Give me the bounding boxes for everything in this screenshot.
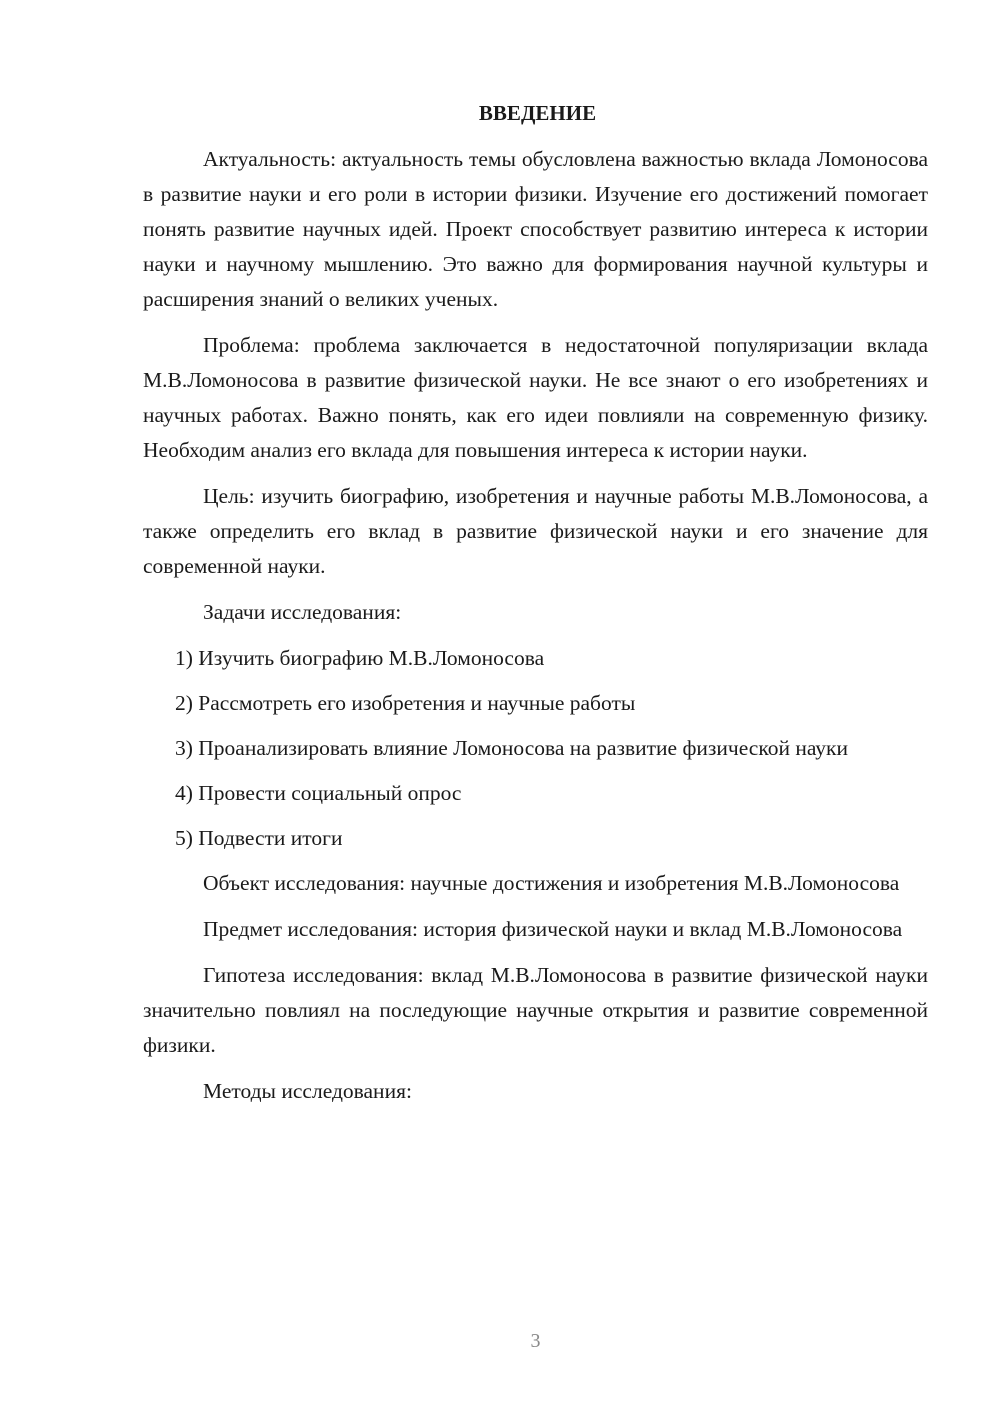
task-item: 4) Провести социальный опрос: [175, 781, 462, 805]
task-item: 3) Проанализировать влияние Ломоносова на развитие физической науки: [175, 736, 848, 760]
paragraph-goal: Цель: изучить биографию, изобретения и научные работы М.В.Ломоносова, а также определить его вклад в развитие физической науки и его значение для современной науки.: [143, 484, 928, 578]
paragraph-relevance: Актуальность: актуальность темы обусловлена важностью вклада Ломоносова в развитие науки и его роли в истории физики. Изучение его достижений помогает понять развитие научных идей. Проект способствует развитию интереса к истории науки и научному мышлению. Это важно для формирования научной культуры и расширения знаний о великих ученых.: [143, 147, 928, 311]
document-body: [143, 96, 928, 1120]
paragraph-subject: Предмет исследования: история физической науки и вклад М.В.Ломоносова: [203, 917, 903, 941]
paragraph-tasks-heading: Задачи исследования:: [203, 600, 402, 624]
paragraph-hypothesis: Гипотеза исследования: вклад М.В.Ломоносова в развитие физической науки значительно повлиял на последующие научные открытия и развитие современной физики.: [143, 963, 928, 1057]
paragraph-methods: Методы исследования:: [203, 1079, 412, 1103]
paragraph-problem: Проблема: проблема заключается в недостаточной популяризации вклада М.В.Ломоносова в развитие физической науки. Не все знают о его изобретениях и научных работах. Важно понять, как его идеи повлияли на современную физику. Необходим анализ его вклада для повышения интереса к истории науки.: [143, 333, 928, 462]
task-item: 2) Рассмотреть его изобретения и научные работы: [175, 691, 636, 715]
section-title: ВВЕДЕНИЕ: [478, 101, 597, 125]
page-number: 3: [530, 1330, 541, 1352]
task-item: 1) Изучить биографию М.В.Ломоносова: [175, 646, 545, 670]
task-item: 5) Подвести итоги: [175, 826, 343, 850]
paragraph-object: Объект исследования: научные достижения и изобретения М.В.Ломоносова: [203, 871, 900, 895]
